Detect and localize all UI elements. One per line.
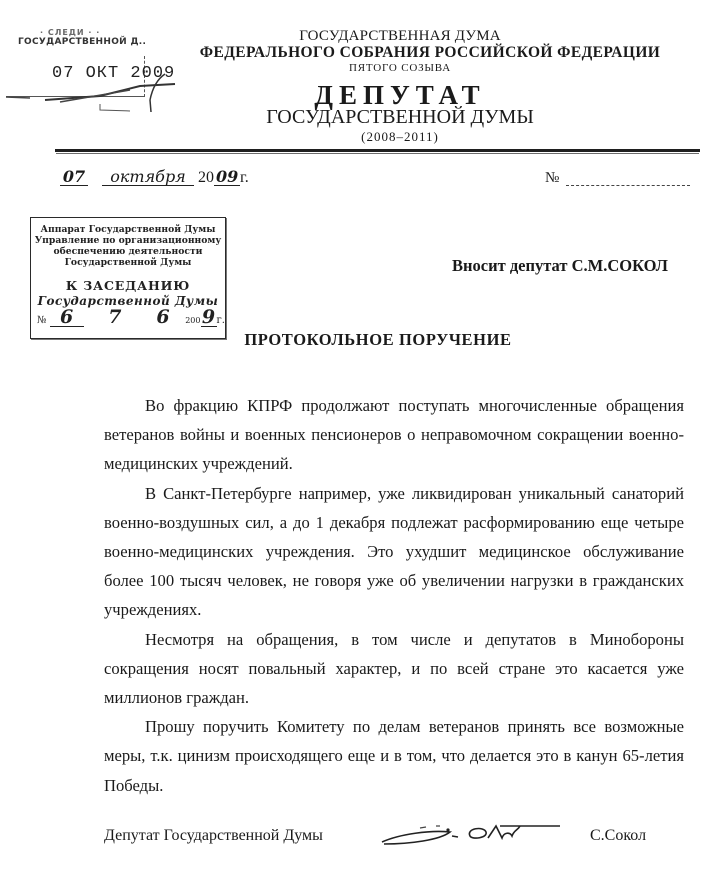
meeting-stamp [30, 217, 226, 339]
date-year-suffix: 09 [216, 167, 239, 186]
letterhead-line3: ПЯТОГО СОЗЫВА [349, 62, 451, 74]
meeting-stamp-org-line: Государственной Думы [64, 257, 192, 268]
meeting-stamp-title: К ЗАСЕДАНИЮ [65, 278, 191, 293]
meeting-stamp-org-line: Управление по организационному [34, 235, 222, 246]
letterhead-line2: ФЕДЕРАЛЬНОГО СОБРАНИЯ РОССИЙСКОЙ ФЕДЕРАЦИИ [199, 44, 661, 61]
meeting-stamp-year-prefix: 200 [185, 316, 201, 325]
document-number-label: № [545, 170, 560, 186]
date-day: 07 [60, 169, 88, 186]
date-month: октября [102, 169, 194, 186]
meeting-stamp-number-label: № [37, 315, 47, 326]
date-year-mark: г. [240, 169, 249, 186]
signature-name: С.Сокол [590, 827, 647, 844]
body-paragraph: В Санкт-Петербурге например, уже ликвидирован уникальный санаторий военно-воздушных сил, а до 1 декабря подлежат расформированию еще четыре военно-медицинских учреждения. Это ухудшит медицинское обслуживание более 100 тысяч человек, не говоря уже об увеличении нагрузки в гражданских учреждениях. [104, 483, 684, 620]
meeting-stamp-month: 7 [108, 306, 122, 328]
letterhead-title: ДЕПУТАТ [314, 80, 486, 110]
letterhead-line1: ГОСУДАРСТВЕННАЯ ДУМА [299, 28, 501, 44]
submitted-by: Вносит депутат С.М.СОКОЛ [452, 256, 668, 275]
document-number-field [566, 185, 690, 186]
meeting-stamp-org [31, 224, 225, 268]
letterhead-term: (2008–2011) [361, 129, 439, 144]
registration-stamp-date: 07 ОКТ 2009 [52, 64, 176, 83]
meeting-stamp-org-line: Аппарат Государственной Думы [40, 224, 216, 235]
meeting-stamp-day2: 6 [156, 306, 170, 328]
body-paragraph: Прошу поручить Комитету по делам ветеранов принять все возможные меры, т.к. цинизм происходящего еще и в том, что делается это в канун 65-летия Победы. [104, 717, 684, 795]
letterhead-divider [55, 149, 700, 152]
meeting-stamp-day: 6 [50, 308, 84, 327]
registration-stamp-line2: ГОСУДАРСТВЕННОЙ Д.. [18, 37, 147, 47]
registration-stamp-line1: · СЛЕДИ · · [40, 28, 101, 37]
meeting-stamp-org-line: обеспечению деятельности [53, 246, 203, 257]
meeting-stamp-subtitle: Государственной Думы [37, 294, 219, 308]
document-date [60, 169, 249, 187]
meeting-stamp-year-suffix: 9 [201, 306, 216, 328]
document-body [104, 391, 684, 800]
body-paragraph: Во фракцию КПРФ продолжают поступать многочисленные обращения ветеранов войны и военных пенсионеров о неправомочном сокращении военно-медицинских учреждений. [104, 396, 684, 474]
meeting-stamp-date [31, 308, 225, 327]
date-year-prefix: 20 [198, 169, 214, 186]
handwritten-signature-icon [380, 818, 570, 850]
letterhead-subtitle: ГОСУДАРСТВЕННОЙ ДУМЫ [266, 106, 534, 128]
body-paragraph: Несмотря на обращения, в том числе и депутатов в Минобороны сокращения носят повальный характер, и по всей стране это касается уже миллионов граждан. [104, 629, 684, 708]
document-title: ПРОТОКОЛЬНОЕ ПОРУЧЕНИЕ [244, 330, 512, 349]
meeting-stamp-year-mark: г. [216, 315, 225, 326]
signature-role: Депутат Государственной Думы [104, 827, 323, 844]
